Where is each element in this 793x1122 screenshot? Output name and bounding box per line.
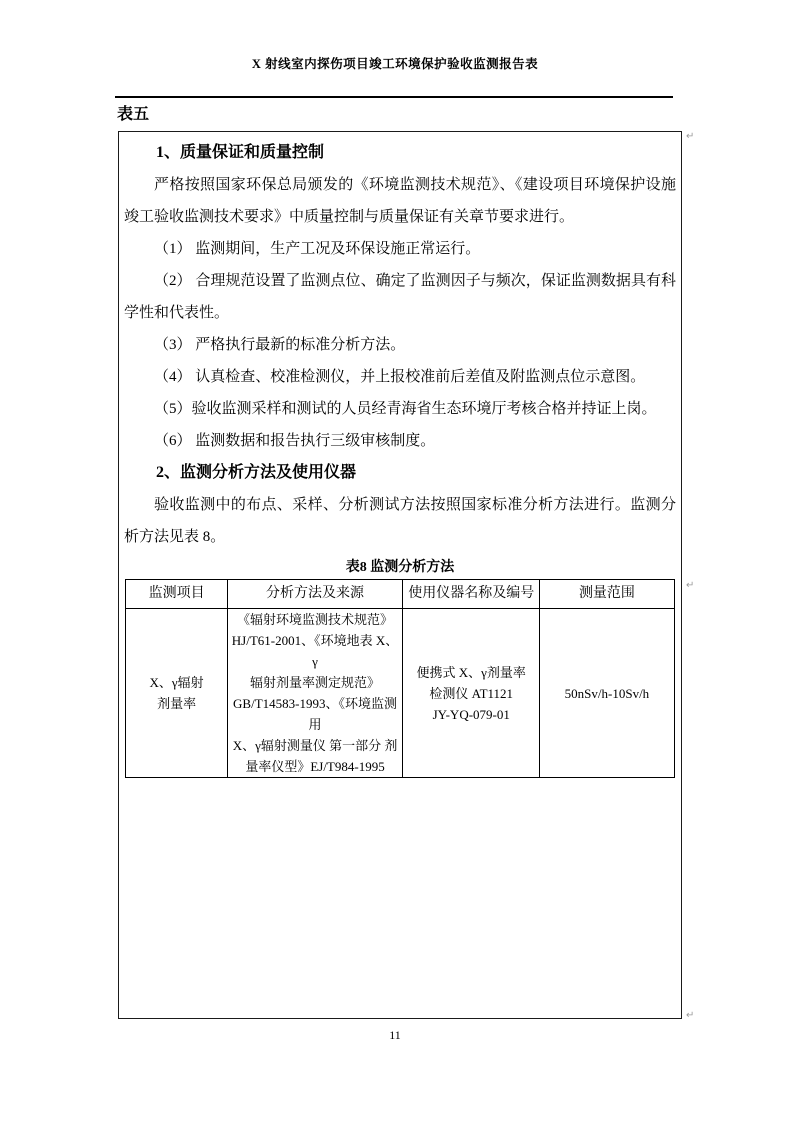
qa-list-item-2: （2） 合理规范设置了监测点位、确定了监测因子与频次，保证监测数据具有科学性和代表性。 xyxy=(124,273,676,321)
paragraph-return-icon: ↵ xyxy=(686,1010,695,1021)
table8-cell-instrument xyxy=(403,609,540,778)
method-line: GB/T14583-1993、《环境监测用 xyxy=(233,696,397,732)
section1-heading: 1、质量保证和质量控制 xyxy=(156,144,325,161)
instrument-line: 便携式 X、γ剂量率 xyxy=(416,664,526,680)
monitoring-analysis-method-table xyxy=(125,579,674,778)
table8-data-row xyxy=(126,609,674,778)
header-divider-line xyxy=(115,96,673,98)
instrument-line: JY-YQ-079-01 xyxy=(432,706,510,722)
section1-intro-paragraph: 严格按照国家环保总局颁发的《环境监测技术规范》、《建设项目环境保护设施竣工验收监测技术要求》中质量控制与质量保证有关章节要求进行。 xyxy=(124,177,676,225)
item-line: X、γ辐射 xyxy=(149,675,204,690)
method-line: 《辐射环境监测技术规范》 xyxy=(237,612,394,627)
table8-header-item: 监测项目 xyxy=(126,580,227,609)
paragraph-return-icon: ↵ xyxy=(686,580,695,591)
document-header-title: X 射线室内探伤项目竣工环境保护验收监测报告表 xyxy=(251,57,539,71)
qa-list-item-3: （3） 严格执行最新的标准分析方法。 xyxy=(154,337,406,353)
range-value: 50nSv/h-10Sv/h xyxy=(564,685,650,701)
table8-cell-range xyxy=(540,609,674,778)
form-cell-content xyxy=(119,132,681,778)
page-number: 11 xyxy=(389,1028,401,1042)
section2-intro-paragraph: 验收监测中的布点、采样、分析测试方法按照国家标准分析方法进行。监测分析方法见表 8。 xyxy=(124,497,676,545)
form-table-label: 表五 xyxy=(117,106,150,123)
method-line: 量率仪型》EJ/T984-1995 xyxy=(245,759,385,774)
method-line: X、γ辐射测量仪 第一部分 剂 xyxy=(232,738,398,753)
table8-cell-item xyxy=(126,609,227,778)
paragraph-return-icon: ↵ xyxy=(686,131,695,142)
instrument-line: 检测仪 AT1121 xyxy=(429,685,514,701)
qa-list-item-1: （1） 监测期间，生产工况及环保设施正常运行。 xyxy=(154,241,481,257)
table8-header-instrument: 使用仪器名称及编号 xyxy=(403,580,540,609)
table8-header-row xyxy=(126,580,674,609)
qa-list-item-4: （4） 认真检查、校准检测仪，并上报校准前后差值及附监测点位示意图。 xyxy=(154,369,646,385)
table8-cell-method xyxy=(227,609,402,778)
table8-header-range: 测量范围 xyxy=(540,580,674,609)
item-line: 剂量率 xyxy=(157,696,197,711)
qa-list-item-5: （5）验收监测采样和测试的人员经青海省生态环境厅考核合格并持证上岗。 xyxy=(154,401,657,417)
method-line: HJ/T61-2001、《环境地表 X、γ xyxy=(231,633,399,669)
form-cell-border-box xyxy=(118,131,682,1019)
table8-title: 表8 监测分析方法 xyxy=(345,560,455,575)
method-line: 辐射剂量率测定规范》 xyxy=(250,675,381,690)
section2-heading: 2、监测分析方法及使用仪器 xyxy=(156,464,357,481)
qa-list-item-6: （6） 监测数据和报告执行三级审核制度。 xyxy=(154,433,436,449)
table8-header-method: 分析方法及来源 xyxy=(227,580,402,609)
